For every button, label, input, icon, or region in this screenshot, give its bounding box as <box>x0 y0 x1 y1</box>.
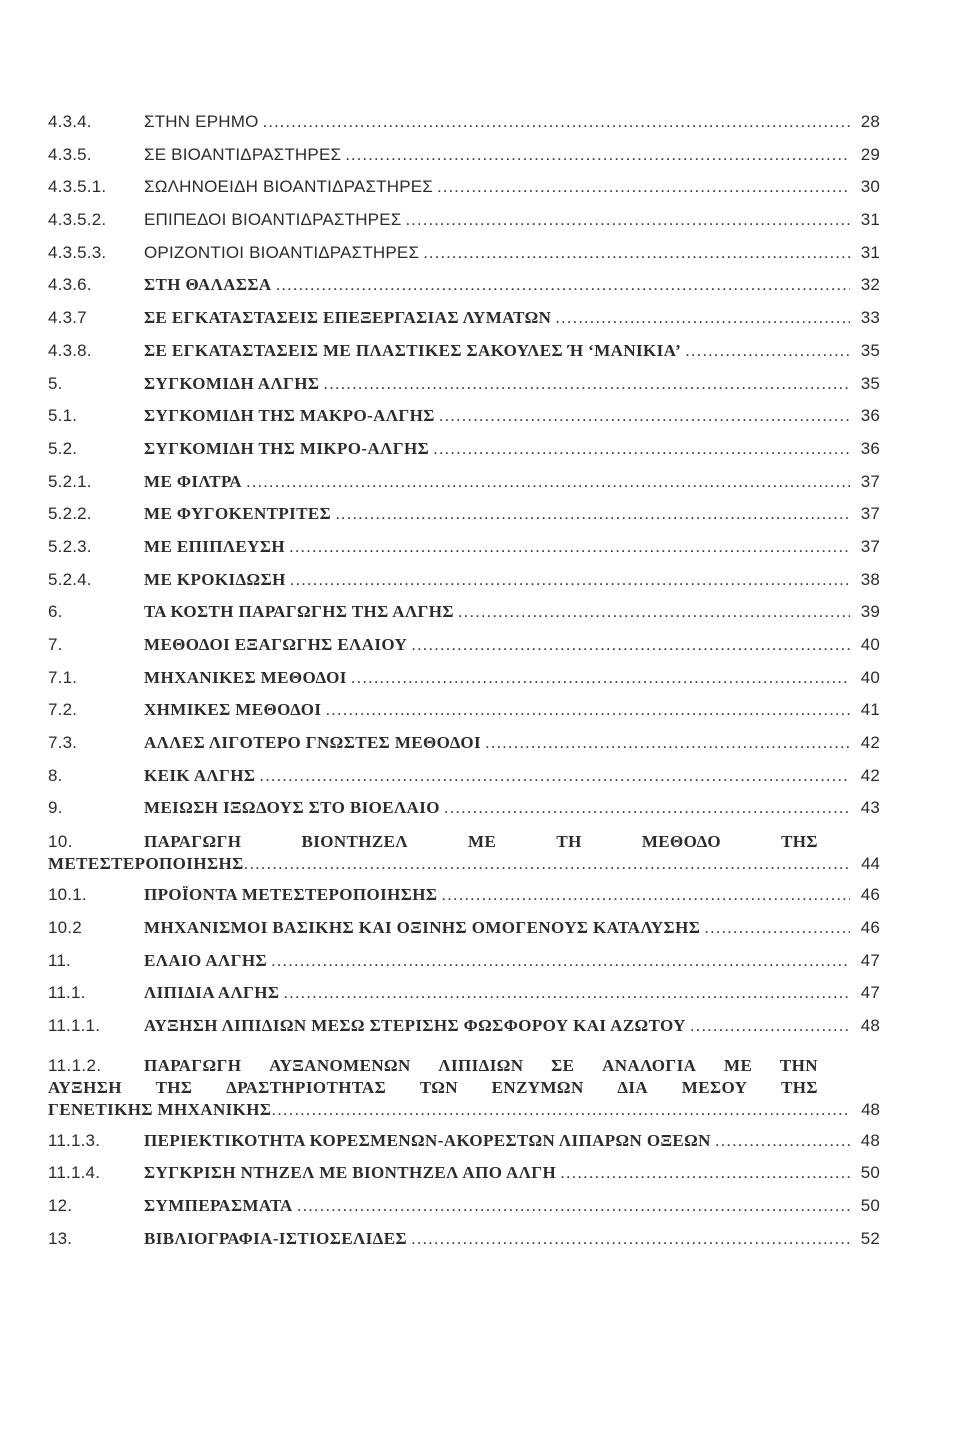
dot-leader <box>283 983 850 1003</box>
toc-entry-title: ΛΙΠΙΔΙΑ ΑΛΓΗΣ <box>144 983 280 1003</box>
dot-leader <box>335 504 850 524</box>
toc-entry <box>48 374 880 407</box>
toc-entry-page: 31 <box>860 210 880 230</box>
dot-leader <box>715 1131 850 1151</box>
dot-leader <box>325 700 850 720</box>
toc-entry-title-word: ΤΗΣ <box>155 1077 193 1097</box>
toc-entry <box>48 406 880 439</box>
toc-entry <box>48 210 880 243</box>
dot-leader <box>297 1196 850 1216</box>
toc-entry-title-word: ΤΩΝ <box>419 1077 458 1097</box>
toc-entry <box>48 885 880 918</box>
toc-entry-title: ΣΕ ΕΓΚΑΤΑΣΤΑΣΕΙΣ ΕΠΕΞΕΡΓΑΣΙΑΣ ΛΥΜΑΤΩΝ <box>144 308 552 328</box>
toc-entry-title: ΤΑ ΚΟΣΤΗ ΠΑΡΑΓΩΓΗΣ ΤΗΣ ΑΛΓΗΣ <box>144 602 454 622</box>
toc-entry-title-word: ΑΝΑΛΟΓΙΑ <box>602 1055 697 1075</box>
dot-leader <box>439 406 850 426</box>
toc-entry-number: 5. <box>48 373 63 393</box>
toc-entry-page: 47 <box>860 950 880 970</box>
toc-entry-number: 6. <box>48 602 63 622</box>
toc-entry-title: ΜΕ ΦΥΓΟΚΕΝΤΡΙΤΕΣ <box>144 504 332 524</box>
toc-entry-title-word: ΤΗΝ <box>779 1055 818 1075</box>
dot-leader <box>433 439 850 459</box>
toc-entry-title: ΜΕ ΚΡΟΚΙΔΩΣΗ <box>144 569 286 589</box>
toc-entry <box>48 733 880 766</box>
toc-entry-title-word: ΑΥΞΗΣΗ <box>48 1077 122 1097</box>
toc-entry <box>48 177 880 210</box>
toc-entry-number: 11.1.2. <box>48 1055 102 1075</box>
toc-entry-number: 11.1.4. <box>48 1163 101 1183</box>
toc-entry-title-word: ΤΗΣ <box>781 1077 818 1097</box>
toc-entry-10 <box>48 831 880 875</box>
dot-leader <box>560 1163 850 1183</box>
toc-entry-title-word: ΜΕΣΟΥ <box>681 1077 748 1097</box>
toc-entry-number: 11. <box>48 950 71 970</box>
toc-entry-title-word: ΕΝΖΥΜΩΝ <box>491 1077 584 1097</box>
toc-entry-title: ΠΕΡΙΕΚΤΙΚΟΤΗΤΑ ΚΟΡΕΣΜΕΝΩΝ-ΑΚΟΡΕΣΤΩΝ ΛΙΠΑΡΩΝ ΟΞΕΩΝ <box>144 1130 711 1150</box>
toc-entry-title-word: ΜΕ <box>468 832 497 852</box>
toc-entry-page: 33 <box>860 308 880 328</box>
toc-entry-title: ΣΤΗ ΘΑΛΑΣΣΑ <box>144 275 272 295</box>
toc-entry-number: 7.3. <box>48 733 78 753</box>
toc-entry-title: ΜΗΧΑΝΙΣΜΟΙ ΒΑΣΙΚΗΣ ΚΑΙ ΟΞΙΝΗΣ ΟΜΟΓΕΝΟΥΣ ΚΑΤΑΛΥΣΗΣ <box>144 917 701 937</box>
toc-entry <box>48 766 880 799</box>
toc-entry-title-word: ΒΙΟΝΤΗΖΕΛ <box>301 832 408 852</box>
toc-entry-number: 5.1. <box>48 406 78 426</box>
toc-entry-title-word: ΔΙΑ <box>617 1077 649 1097</box>
toc-entry-number: 5.2.3. <box>48 536 92 556</box>
toc-entry <box>48 918 880 951</box>
toc-entry-number: 10.1. <box>48 885 87 905</box>
toc-entry-title: ΣΕ ΕΓΚΑΤΑΣΤΑΣΕΙΣ ΜΕ ΠΛΑΣΤΙΚΕΣ ΣΑΚΟΥΛΕΣ Ή ‘ΜΑΝΙΚΙΑ’ <box>144 340 682 360</box>
toc-entry-page: 32 <box>860 275 880 295</box>
toc-entry-number: 8. <box>48 765 63 785</box>
toc-entry-page: 37 <box>860 536 880 556</box>
toc-entry-page: 30 <box>860 177 880 197</box>
toc-entry-title: ΒΙΒΛΙΟΓΡΑΦΙΑ-ΙΣΤΙΟΣΕΛΙΔΕΣ <box>144 1228 407 1248</box>
toc-entry-page: 29 <box>860 144 880 164</box>
toc-entry-title: ΜΕΘΟΔΟΙ ΕΞΑΓΩΓΗΣ ΕΛΑΙΟΥ <box>144 635 408 654</box>
dot-leader <box>690 1016 850 1036</box>
toc-entry-title-word: ΔΡΑΣΤΗΡΙΟΤΗΤΑΣ <box>226 1077 387 1097</box>
toc-entry-number: 11.1. <box>48 983 86 1003</box>
toc-entry-number: 11.1.1. <box>48 1015 101 1035</box>
dot-leader <box>685 341 850 361</box>
dot-leader <box>405 210 850 230</box>
dot-leader <box>444 798 850 818</box>
toc-entry-title: ΜΕΙΩΣΗ ΙΞΩΔΟΥΣ ΣΤΟ ΒΙΟΕΛΑΙΟ <box>144 798 440 818</box>
toc-entry-number: 10. <box>48 832 73 852</box>
toc-entry <box>48 504 880 537</box>
toc-entry-page: 31 <box>860 242 880 262</box>
toc-entry <box>48 145 880 178</box>
toc-entry-title: ΣΥΓΚΟΜΙΔΗ ΤΗΣ ΜΙΚΡΟ-ΑΛΓΗΣ <box>144 438 430 458</box>
dot-leader <box>351 668 850 688</box>
toc-entry-number: 7.1. <box>48 667 78 687</box>
toc-entry-page: 50 <box>860 1195 880 1215</box>
toc-entry-title: ΠΡΟΪΟΝΤΑ ΜΕΤΕΣΤΕΡΟΠΟΙΗΣΗΣ <box>144 885 438 905</box>
toc-entry <box>48 983 880 1016</box>
toc-entry <box>48 951 880 984</box>
toc-entry-page: 40 <box>860 667 880 687</box>
toc-entry-page: 48 <box>861 1099 880 1119</box>
toc-entry-title: ΕΠΙΠΕΔΟΙ ΒΙΟΑΝΤΙΔΡΑΣΤΗΡΕΣ <box>144 210 402 230</box>
toc-entry-number: 4.3.5.3. <box>48 242 107 262</box>
toc-entry-page: 52 <box>860 1228 880 1248</box>
toc-entry-number: 4.3.6. <box>48 275 92 295</box>
toc-entry <box>48 341 880 374</box>
toc-entry-title-word: ΣΕ <box>551 1055 575 1075</box>
toc-entry-page: 42 <box>860 733 880 753</box>
toc-entry-title-word: ΜΕΘΟΔΟ <box>641 832 721 852</box>
toc-entry-title: ΜΕ ΕΠΙΠΛΕΥΣΗ <box>144 536 285 556</box>
toc-entry-page: 48 <box>860 1130 880 1150</box>
toc-entry <box>48 602 880 635</box>
dot-leader <box>289 537 850 557</box>
toc-entry-title: ΜΕ ΦΙΛΤΡΑ <box>144 471 242 491</box>
toc-entry-title-word: ΜΕ <box>724 1055 753 1075</box>
toc-entry-page: 43 <box>860 798 880 818</box>
toc-entry-11-1-2 <box>48 1055 880 1121</box>
toc-entry <box>48 439 880 472</box>
dot-leader <box>423 243 850 263</box>
toc-entry-number: 4.3.4. <box>48 112 92 131</box>
dot-leader <box>276 275 850 295</box>
toc-entry-title: ΣΥΜΠΕΡΑΣΜΑΤΑ <box>144 1195 293 1215</box>
toc-entry-page: 36 <box>860 406 880 426</box>
toc-entry-number: 5.2. <box>48 438 78 458</box>
toc-entry-number: 4.3.5. <box>48 144 92 164</box>
toc-entry-title-word: ΠΑΡΑΓΩΓΗ <box>144 832 242 852</box>
dot-leader <box>437 177 850 197</box>
dot-leader <box>441 885 850 905</box>
toc-entry-page: 46 <box>860 917 880 937</box>
toc-entry-title-word: ΛΙΠΙΔΙΩΝ <box>438 1055 524 1075</box>
toc-entry-title: ΕΛΑΙΟ ΑΛΓΗΣ <box>144 950 267 970</box>
toc-entry-title: ΣΤΗΝ ΕΡΗΜΟ <box>144 112 259 131</box>
toc-entry-title: ΜΗΧΑΝΙΚΕΣ ΜΕΘΟΔΟΙ <box>144 667 347 687</box>
toc-entry-title: ΣΥΓΚΡΙΣΗ ΝΤΗΖΕΛ ΜΕ ΒΙΟΝΤΗΖΕΛ ΑΠΟ ΑΛΓΗ <box>144 1163 557 1183</box>
toc-entry-title-word: ΠΑΡΑΓΩΓΗ <box>144 1055 242 1075</box>
toc-entry-page: 50 <box>860 1163 880 1183</box>
toc-entry-number: 5.2.4. <box>48 569 92 589</box>
toc-entry-title: ΑΥΞΗΣΗ ΛΙΠΙΔΙΩΝ ΜΕΣΩ ΣΤΕΡΙΣΗΣ ΦΩΣΦΟΡΟΥ ΚΑΙ ΑΖΩΤΟΥ <box>144 1015 686 1035</box>
dot-leader <box>323 374 850 394</box>
toc-entry-title: ΣΕ ΒΙΟΑΝΤΙΔΡΑΣΤΗΡΕΣ <box>144 144 342 164</box>
dot-leader <box>244 853 850 875</box>
toc-entry-page: 47 <box>860 983 880 1003</box>
toc-entry-number: 4.3.5.2. <box>48 210 107 230</box>
toc-entry <box>48 570 880 603</box>
toc-entry <box>48 700 880 733</box>
toc-entry-page: 35 <box>860 373 880 393</box>
toc-entry <box>48 798 880 831</box>
toc-entry-number: 11.1.3. <box>48 1130 101 1150</box>
dot-leader <box>290 570 850 590</box>
toc-entry-page: 37 <box>860 471 880 491</box>
toc-entry <box>48 1016 880 1049</box>
toc-entry <box>48 668 880 701</box>
toc-entry-title-end: ΜΕΤΕΣΤΕΡΟΠΟΙΗΣΗΣ <box>48 854 244 874</box>
toc-entry <box>48 537 880 570</box>
toc-entry-title: ΧΗΜΙΚΕΣ ΜΕΘΟΔΟΙ <box>144 700 322 720</box>
toc-entry-number: 9. <box>48 798 63 818</box>
toc-entry-title: ΟΡΙΖΟΝΤΙΟΙ ΒΙΟΑΝΤΙΔΡΑΣΤΗΡΕΣ <box>144 242 420 262</box>
toc-entry <box>48 635 880 668</box>
toc-entry-title: ΣΩΛΗΝΟΕΙΔΗ ΒΙΟΑΝΤΙΔΡΑΣΤΗΡΕΣ <box>144 177 433 197</box>
dot-leader <box>345 145 850 165</box>
dot-leader <box>458 602 850 622</box>
toc-entry-number: 7.2. <box>48 700 78 720</box>
toc-entry-number: 4.3.8. <box>48 340 92 360</box>
toc-entry-number: 5.2.1. <box>48 471 92 491</box>
toc-entry-page: 36 <box>860 438 880 458</box>
dot-leader <box>555 308 850 328</box>
toc-entry-number: 4.3.5.1. <box>48 177 107 197</box>
toc-entry-page: 39 <box>860 602 880 622</box>
dot-leader <box>259 766 850 786</box>
toc-entry <box>48 112 880 145</box>
toc-entry-number: 4.3.7 <box>48 308 87 328</box>
dot-leader <box>271 951 850 971</box>
toc-entry <box>48 1131 880 1164</box>
toc-entry-number: 12. <box>48 1195 73 1215</box>
toc-entry-number: 5.2.2. <box>48 504 92 524</box>
toc-entry-page: 37 <box>860 504 880 524</box>
toc-entry-page: 28 <box>860 112 880 131</box>
dot-leader <box>485 733 850 753</box>
toc-entry-title: ΑΛΛΕΣ ΛΙΓΟΤΕΡΟ ΓΝΩΣΤΕΣ ΜΕΘΟΔΟΙ <box>144 733 481 753</box>
toc-entry-page: 46 <box>860 885 880 905</box>
dot-leader <box>411 635 850 655</box>
dot-leader <box>704 918 850 938</box>
toc-entry-number: 10.2 <box>48 917 82 937</box>
toc-entry-title-word: ΑΥΞΑΝΟΜΕΝΩΝ <box>269 1055 411 1075</box>
toc-entry <box>48 1196 880 1229</box>
toc-entry-number: 7. <box>48 635 63 654</box>
toc-entry-page: 44 <box>861 854 880 874</box>
toc-entry-title: ΣΥΓΚΟΜΙΔΗ ΤΗΣ ΜΑΚΡΟ-ΑΛΓΗΣ <box>144 406 435 426</box>
dot-leader <box>263 112 850 132</box>
toc-entry-page: 35 <box>860 340 880 360</box>
toc-entry-title-word: ΤΗΣ <box>781 832 818 852</box>
dot-leader <box>271 1099 850 1121</box>
toc-entry-title: ΣΥΓΚΟΜΙΔΗ ΑΛΓΗΣ <box>144 373 320 393</box>
toc-entry <box>48 1163 880 1196</box>
toc-entry-page: 40 <box>860 635 880 654</box>
toc-entry <box>48 308 880 341</box>
toc-entry-title-word: ΤΗ <box>556 832 582 852</box>
toc-entry <box>48 243 880 276</box>
toc-entry-title: ΚΕΙΚ ΑΛΓΗΣ <box>144 765 256 785</box>
toc-entry-page: 41 <box>860 700 880 720</box>
toc-entry-number: 13. <box>48 1228 73 1248</box>
dot-leader <box>411 1229 850 1249</box>
toc-entry <box>48 275 880 308</box>
table-of-contents <box>48 112 880 1261</box>
toc-entry <box>48 472 880 505</box>
toc-entry-page: 42 <box>860 765 880 785</box>
toc-entry-page: 38 <box>860 569 880 589</box>
toc-entry-title-end: ΓΕΝΕΤΙΚΗΣ ΜΗΧΑΝΙΚΗΣ <box>48 1099 272 1119</box>
dot-leader <box>246 472 850 492</box>
toc-entry <box>48 1229 880 1262</box>
toc-entry-page: 48 <box>860 1015 880 1035</box>
